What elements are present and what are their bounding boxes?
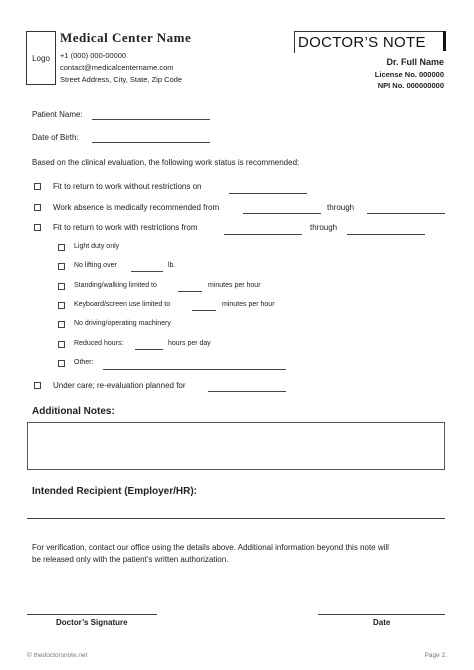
- no-lifting-unit: lb.: [168, 262, 176, 269]
- fit-no-restrictions-date-field[interactable]: [229, 193, 307, 194]
- under-care-label: Under care; re-evaluation planned for: [53, 381, 186, 390]
- doctor-npi: NPI No. 000000000: [377, 81, 444, 90]
- other-field[interactable]: [103, 369, 286, 370]
- absence-through-field[interactable]: [367, 213, 445, 214]
- under-care-date-field[interactable]: [208, 391, 286, 392]
- reduced-hours-label: Reduced hours:: [74, 340, 124, 347]
- title-accent-bar: [443, 31, 446, 51]
- other-checkbox[interactable]: [58, 360, 65, 367]
- no-lifting-weight-field[interactable]: [131, 271, 163, 272]
- logo-placeholder: [26, 31, 56, 85]
- clinic-phone: +1 (000) 000-00000: [60, 51, 127, 60]
- dob-field[interactable]: [92, 142, 210, 143]
- reduced-hours-field[interactable]: [135, 349, 163, 350]
- standing-checkbox[interactable]: [58, 283, 65, 290]
- additional-notes-heading: Additional Notes:: [32, 406, 115, 417]
- no-lifting-label: No lifting over: [74, 262, 117, 269]
- standing-minutes-field[interactable]: [178, 291, 202, 292]
- intro-text: Based on the clinical evaluation, the following work status is recommended:: [32, 158, 300, 167]
- additional-notes-box[interactable]: [27, 422, 445, 470]
- document-title: DOCTOR’S NOTE: [298, 34, 426, 51]
- no-lifting-checkbox[interactable]: [58, 263, 65, 270]
- keyboard-unit: minutes per hour: [222, 301, 275, 308]
- reduced-hours-checkbox[interactable]: [58, 341, 65, 348]
- restrictions-through-field[interactable]: [347, 234, 425, 235]
- standing-label: Standing/walking limited to: [74, 282, 157, 289]
- light-duty-checkbox[interactable]: [58, 244, 65, 251]
- footer-page: Page 2.: [424, 652, 447, 659]
- clinic-email: contact@medicalcentername.com: [60, 63, 174, 72]
- clinic-name: Medical Center Name: [60, 30, 192, 45]
- clinic-address: Street Address, City, State, Zip Code: [60, 75, 182, 84]
- recipient-heading: Intended Recipient (Employer/HR):: [32, 486, 198, 497]
- no-driving-label: No driving/operating machinery: [74, 320, 171, 327]
- keyboard-label: Keyboard/screen use limited to: [74, 301, 171, 308]
- light-duty-label: Light duty only: [74, 243, 120, 250]
- verification-line-2: be released only with the patient’s written authorization.: [32, 555, 229, 564]
- absence-from-field[interactable]: [243, 213, 321, 214]
- logo-label: Logo: [32, 53, 50, 63]
- fit-no-restrictions-checkbox[interactable]: [34, 183, 41, 190]
- signature-label: Doctor’s Signature: [56, 618, 128, 627]
- recipient-field[interactable]: [27, 518, 445, 519]
- fit-no-restrictions-label: Fit to return to work without restrictions on: [53, 182, 202, 191]
- keyboard-checkbox[interactable]: [58, 302, 65, 309]
- other-label: Other:: [74, 359, 94, 366]
- fit-restrictions-label: Fit to return to work with restrictions from: [53, 223, 198, 232]
- patient-name-field[interactable]: [92, 119, 210, 120]
- restrictions-through-label: through: [310, 223, 338, 232]
- reduced-hours-unit: hours per day: [168, 340, 211, 347]
- dob-label: Date of Birth:: [32, 133, 79, 142]
- doctor-license: License No. 000000: [374, 70, 444, 79]
- restrictions-from-field[interactable]: [224, 234, 302, 235]
- patient-name-label: Patient Name:: [32, 110, 83, 119]
- absence-through-label: through: [327, 203, 355, 212]
- date-label: Date: [373, 618, 391, 627]
- verification-line-1: For verification, contact our office using the details above. Additional information beyond this note will: [32, 543, 389, 552]
- standing-unit: minutes per hour: [208, 282, 261, 289]
- fit-restrictions-checkbox[interactable]: [34, 224, 41, 231]
- absence-label: Work absence is medically recommended from: [53, 203, 220, 212]
- doctor-name: Dr. Full Name: [386, 57, 444, 67]
- under-care-checkbox[interactable]: [34, 382, 41, 389]
- keyboard-minutes-field[interactable]: [192, 310, 216, 311]
- no-driving-checkbox[interactable]: [58, 321, 65, 328]
- date-line[interactable]: [318, 614, 445, 615]
- footer-site: © thedoctorsnote.net: [27, 652, 88, 659]
- absence-checkbox[interactable]: [34, 204, 41, 211]
- signature-line[interactable]: [27, 614, 157, 615]
